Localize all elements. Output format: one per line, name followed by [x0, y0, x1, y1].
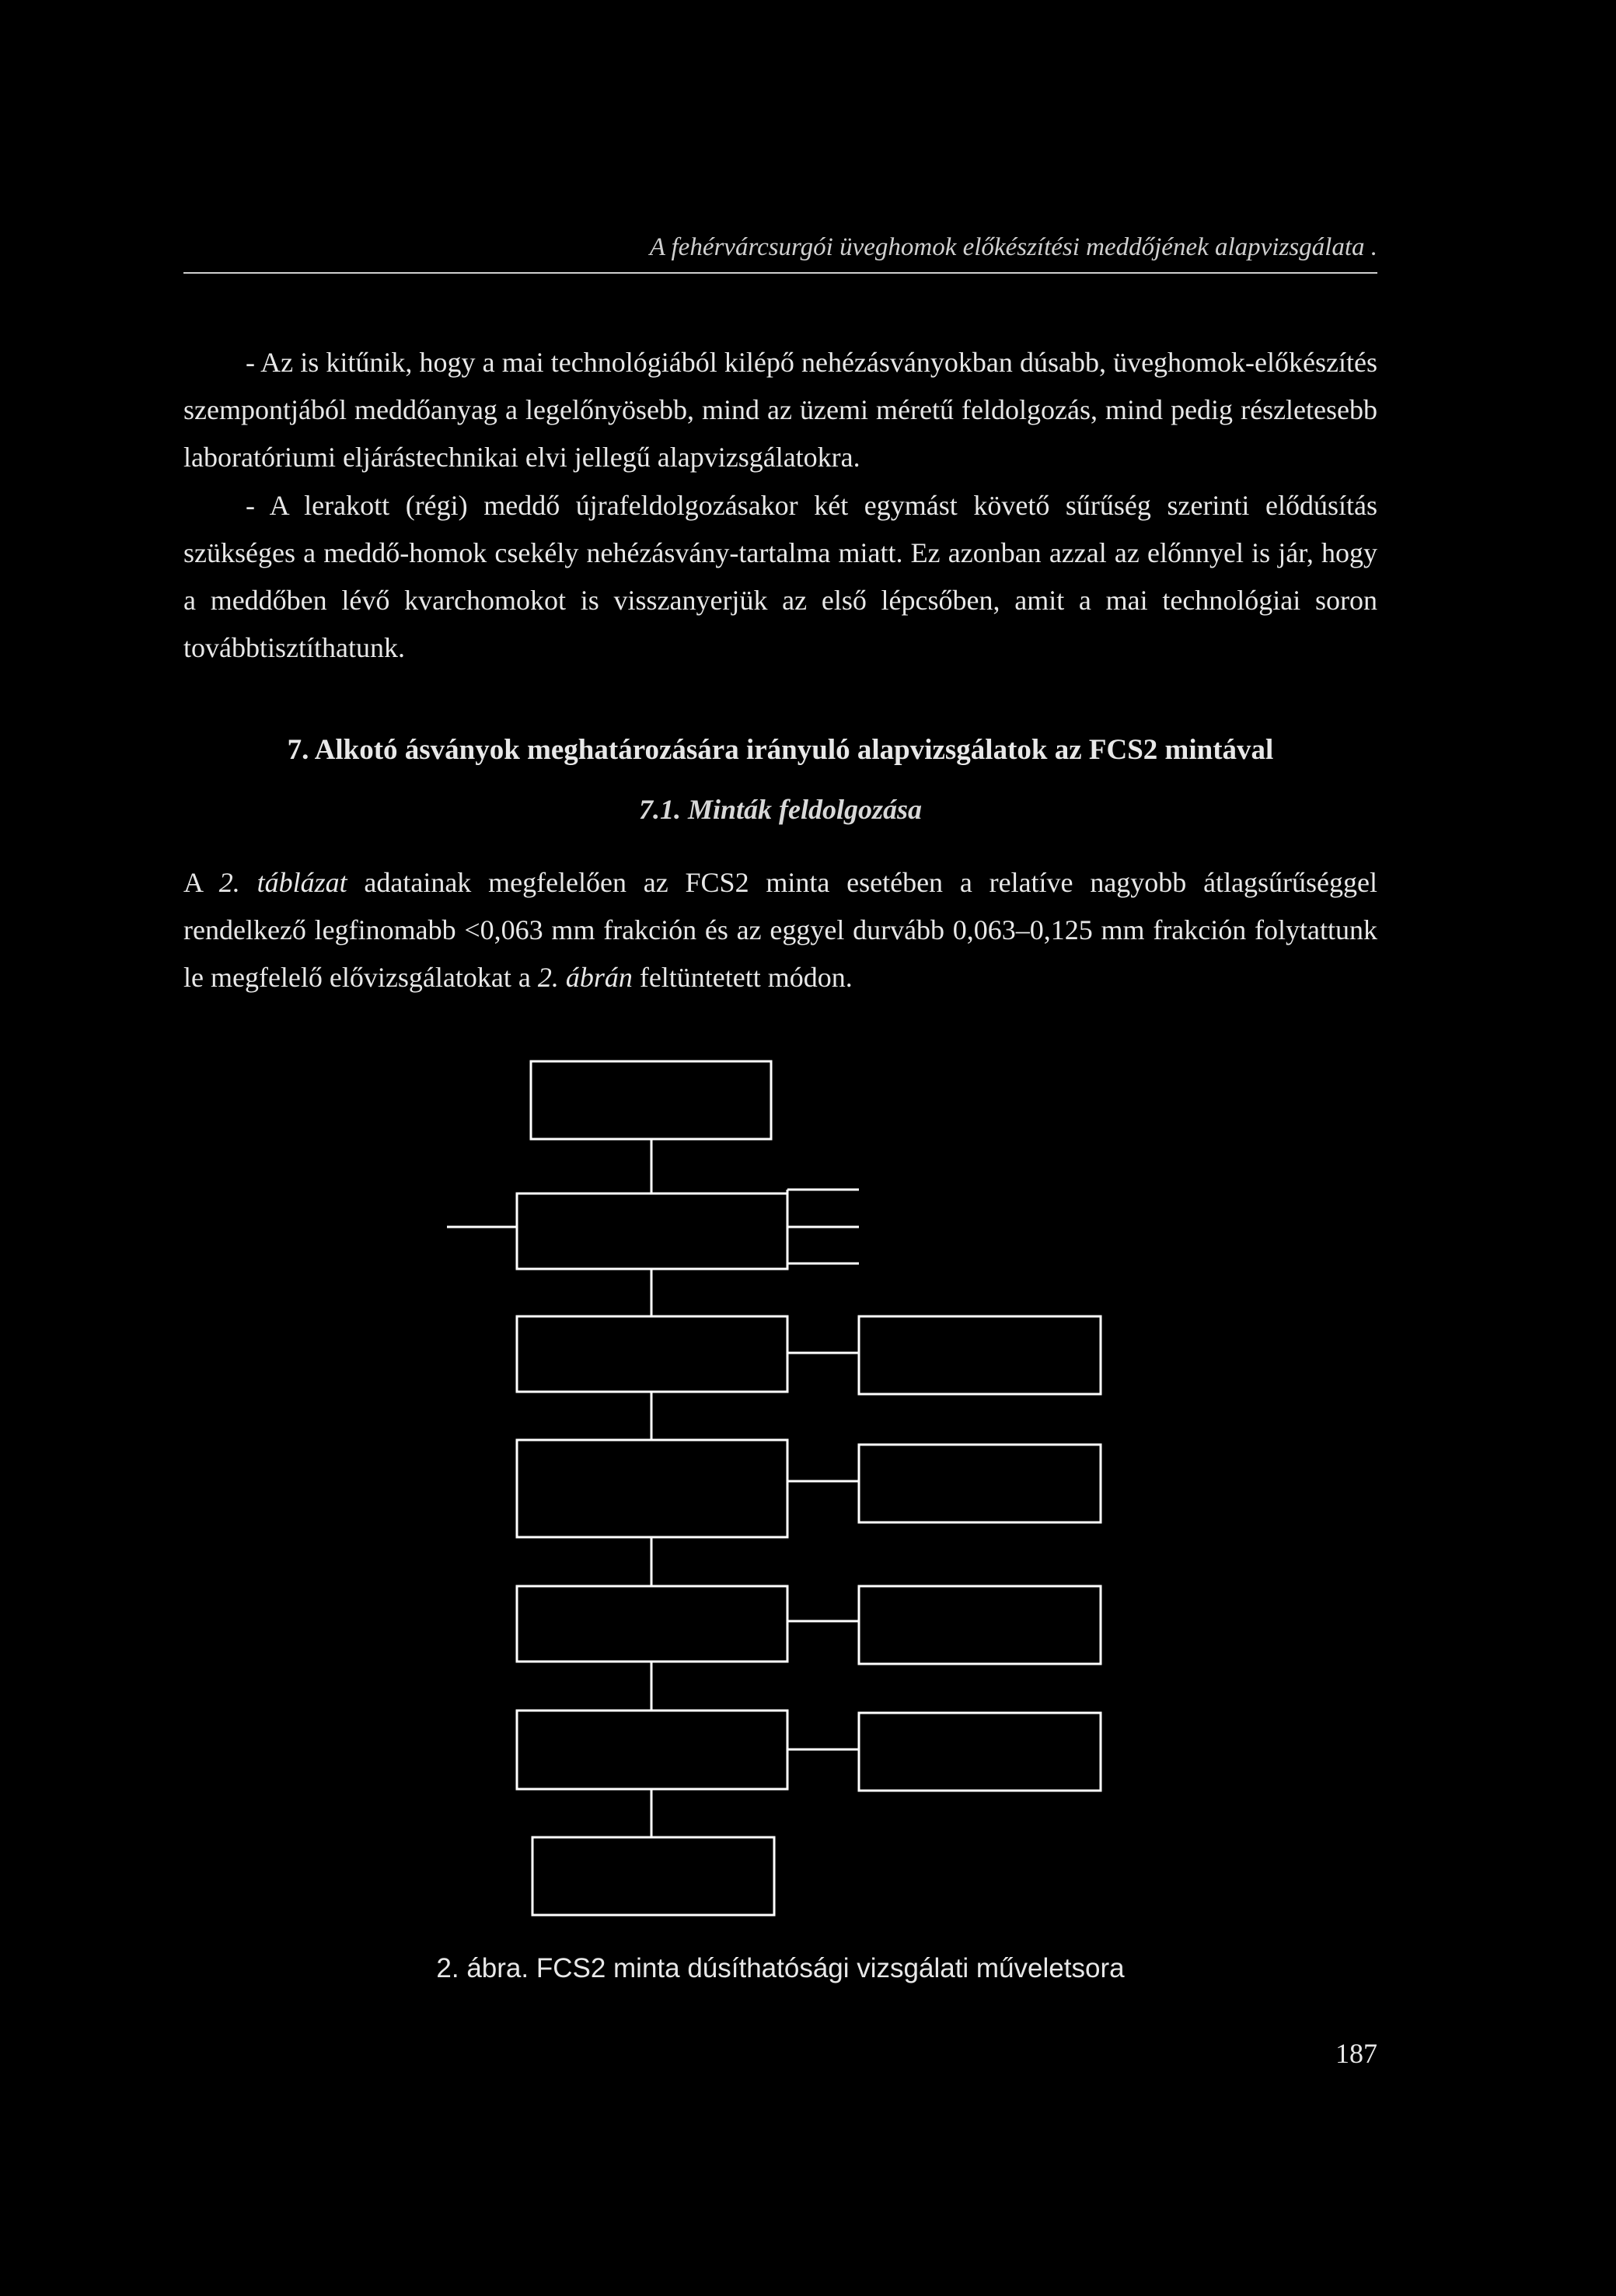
flow-box-3 — [517, 1316, 787, 1392]
flow-box-5 — [517, 1586, 787, 1662]
figure-reference: 2. ábrán — [537, 962, 633, 993]
paragraph-3-end: feltüntetett módon. — [632, 962, 853, 993]
flow-box-5-side — [859, 1586, 1101, 1664]
flow-box-4 — [517, 1440, 787, 1537]
subsection-heading: 7.1. Minták feldolgozása — [638, 794, 923, 825]
flow-box-4-side — [859, 1445, 1101, 1522]
table-reference: 2. táblázat — [218, 867, 347, 898]
flow-box-3-side — [859, 1316, 1101, 1394]
flow-connectors — [447, 1139, 859, 1837]
paragraph-2-text: - A lerakott (régi) meddő újrafeldolgozásakor két egymást követő sűrűség szerinti elődúsítás szükséges a meddő-homok csekély nehézásvány-tartalma miatt. Ez azonban azzal az előnnyel is jár, hogy a meddőben lévő kvarchomokot is visszanyerjük az első lépcsőben, amit a mai technológiai soron továbbtisztíthatunk. — [183, 490, 1377, 663]
paragraph-3-mid: adatainak megfelelően az FCS2 minta esetében a relatíve nagyobb átlagsűrűséggel rendelkező legfinomabb <0,063 mm frakción és az eggyel durvább 0,063–0,125 mm frakción folytattunk le megfelelő elővizsgálatokat a — [183, 867, 1378, 993]
flow-box-6-side — [859, 1713, 1101, 1791]
figure-caption: 2. ábra. FCS2 minta dúsíthatósági vizsgálati műveletsora — [436, 1953, 1125, 1983]
flow-box-7 — [532, 1837, 774, 1915]
paragraph-1-text: - Az is kitűnik, hogy a mai technológiából kilépő nehézásványokban dúsabb, üveghomok-előkészítés szempontjából meddőanyag a legelőnyösebb, mind az üzemi méretű feldolgozás, mind pedig részletesebb laboratóriumi eljárástechnikai elvi jellegű alapvizsgálatokra. — [183, 347, 1377, 473]
page-number: 187 — [1335, 2038, 1377, 2069]
paragraph-3-start: A — [183, 867, 219, 898]
flow-box-2 — [517, 1193, 787, 1269]
flow-box-6 — [517, 1711, 787, 1789]
section-heading: 7. Alkotó ásványok meghatározására irányuló alapvizsgálatok az FCS2 mintával — [287, 734, 1274, 766]
running-header: A fehérvárcsurgói üveghomok előkészítési meddőjének alapvizsgálata . — [649, 233, 1377, 261]
flow-box-1 — [531, 1061, 771, 1139]
